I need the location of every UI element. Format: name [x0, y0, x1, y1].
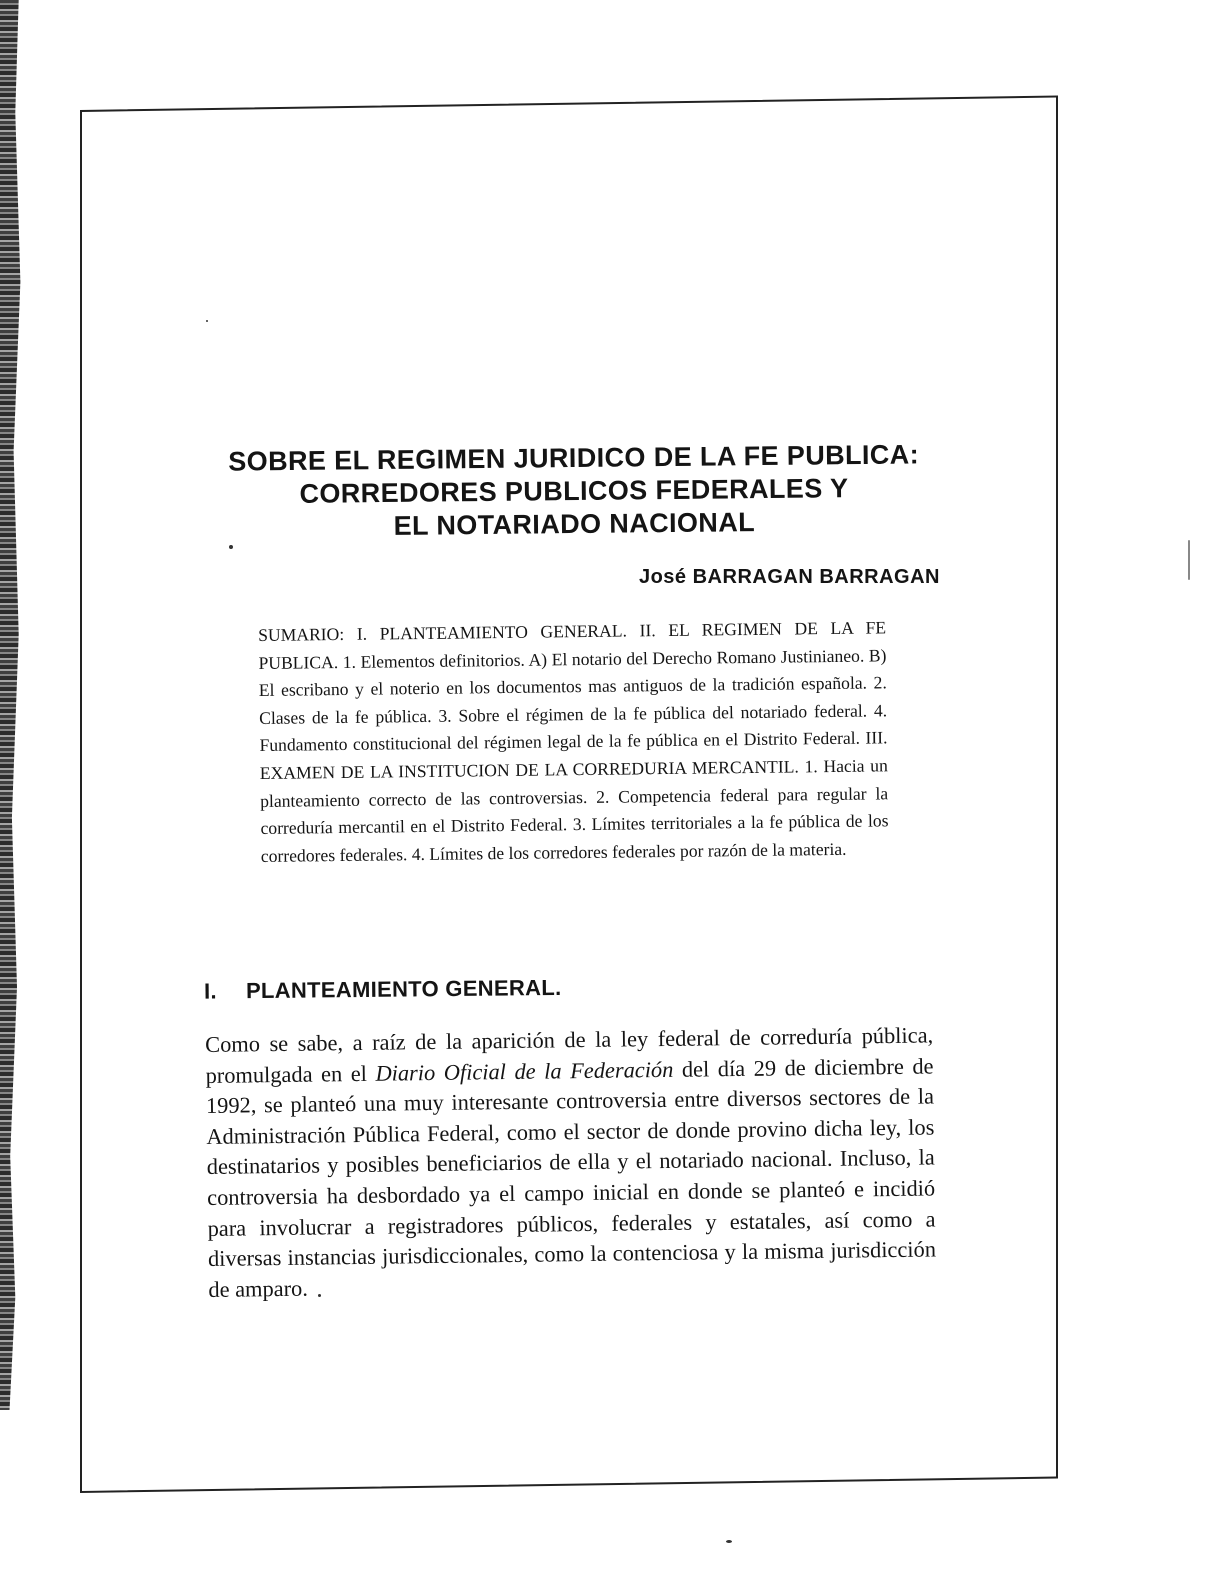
scan-speck	[1188, 540, 1190, 580]
section-number: I.	[203, 978, 217, 1004]
scan-speck	[229, 545, 233, 549]
scan-edge-artifact	[0, 0, 34, 1410]
body-text-part-2: del día 29 de diciembre de 1992, se planteó una muy interesante controversia entre diversos sectores de la Administración Pública Federal, como el sector de donde provino dicha ley, los destinatarios y posibles beneficiarios de ella y el notariado nacional. Incluso, la controversia ha desbordado ya el campo inicial en donde se planteó e incidió para involucrar a registradores públicos, federales y estatales, así como a diversas instancias jurisdiccionales, como la contenciosa y la misma jurisdicción de amparo.	[205, 1053, 937, 1302]
scan-speck	[206, 320, 208, 322]
section-heading	[204, 973, 704, 1004]
article-title	[224, 438, 925, 544]
summary-text: SUMARIO: I. PLANTEAMIENTO GENERAL. II. EL REGIMEN DE LA FE PUBLICA. 1. Elementos definitorios. A) El notario del Derecho Romano Justinianeo. B) El escribano y el noterio en los documentos mas antiguos de la tradición española. 2. Clases de la fe pública. 3. Sobre el régimen de la fe pública del notariado federal. 4. Fundamento constitucional del régimen legal de la fe pública en el Distrito Federal. III. EXAMEN DE LA INSTITUCION DE LA CORREDURIA MERCANTIL. 1. Hacia un planteamiento correcto de las controversias. 2. Competencia federal para regular la correduría mercantil en el Distrito Federal. 3. Límites territoriales a la fe pública de los corredores federales. 4. Límites de los corredores federales por razón de la materia.	[258, 617, 889, 866]
section-title: PLANTEAMIENTO GENERAL.	[245, 974, 562, 1004]
title-line-2: CORREDORES PUBLICOS FEDERALES Y	[299, 473, 849, 509]
author-name: José BARRAGAN BARRAGAN	[638, 566, 940, 588]
title-line-1: SOBRE EL REGIMEN JURIDICO DE LA FE PUBLICA:	[228, 439, 920, 477]
scan-speck	[726, 1540, 732, 1543]
journal-name: Diario Oficial de la Federación	[375, 1056, 674, 1086]
body-text-part-1: Como se sabe, a raíz de la aparición de la ley federal de correduría pública, promulgada en el	[205, 1022, 934, 1088]
body-paragraph	[205, 1020, 937, 1305]
title-line-3: EL NOTARIADO NACIONAL	[393, 507, 756, 541]
summary-paragraph	[258, 614, 889, 870]
